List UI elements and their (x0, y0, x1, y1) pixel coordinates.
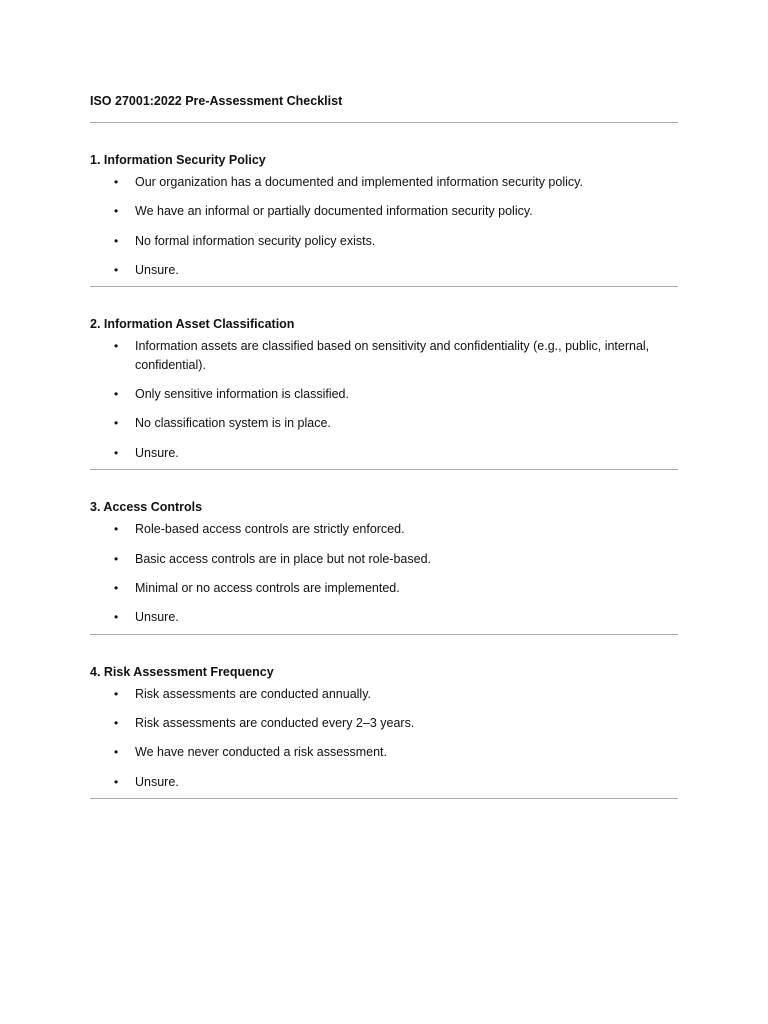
option-text: Unsure. (135, 774, 179, 789)
option-text: Basic access controls are in place but not role-based. (135, 551, 431, 566)
bullet-icon: • (114, 580, 119, 595)
list-item (90, 173, 678, 192)
bullet-icon: • (114, 686, 119, 701)
bullet-icon: • (114, 339, 119, 354)
bullet-icon: • (114, 610, 119, 625)
list-item (90, 337, 678, 374)
option-text: We have never conducted a risk assessment. (135, 745, 387, 760)
section-heading: 3. Access Controls (90, 500, 203, 515)
bullet-icon: • (114, 522, 119, 537)
section-information-asset-classification (90, 287, 678, 469)
list-item (90, 608, 678, 627)
bullet-icon: • (114, 745, 119, 760)
bullet-icon: • (114, 204, 119, 219)
list-item (90, 232, 678, 251)
list-item (90, 385, 678, 404)
list-item (90, 579, 678, 598)
option-text: No formal information security policy exists. (135, 233, 376, 248)
option-text: We have an informal or partially documented information security policy. (135, 204, 533, 219)
option-text: Risk assessments are conducted every 2–3 years. (135, 715, 415, 730)
document-title: ISO 27001:2022 Pre-Assessment Checklist (90, 94, 343, 108)
option-text: Only sensitive information is classified. (135, 387, 349, 402)
section-heading: 4. Risk Assessment Frequency (90, 664, 274, 679)
list-item (90, 414, 678, 433)
option-text: Unsure. (135, 610, 179, 625)
list-item (90, 773, 678, 792)
section-heading: 2. Information Asset Classification (90, 317, 295, 332)
document-page (90, 93, 678, 799)
list-item (90, 202, 678, 221)
section-divider (90, 798, 678, 799)
option-text: Information assets are classified based on sensitivity and confidentiality (e.g., public, internal, confidential). (135, 339, 650, 372)
list-item (90, 714, 678, 733)
option-text: Our organization has a documented and implemented information security policy. (135, 175, 583, 189)
list-item (90, 685, 678, 704)
option-text: Minimal or no access controls are implemented. (135, 580, 400, 595)
section-risk-assessment-frequency (90, 635, 678, 798)
list-item (90, 261, 678, 280)
bullet-icon: • (114, 551, 119, 566)
bullet-icon: • (114, 262, 119, 277)
section-information-security-policy (90, 123, 678, 286)
option-list (90, 173, 678, 286)
bullet-icon: • (114, 774, 119, 789)
list-item (90, 520, 678, 539)
option-list (90, 337, 678, 469)
option-text: No classification system is in place. (135, 416, 331, 431)
option-text: Role-based access controls are strictly enforced. (135, 522, 405, 537)
option-list (90, 685, 678, 798)
bullet-icon: • (114, 416, 119, 431)
option-text: Risk assessments are conducted annually. (135, 686, 371, 701)
option-text: Unsure. (135, 262, 179, 277)
list-item (90, 444, 678, 463)
bullet-icon: • (114, 175, 119, 189)
bullet-icon: • (114, 387, 119, 402)
option-list (90, 520, 678, 633)
bullet-icon: • (114, 233, 119, 248)
bullet-icon: • (114, 715, 119, 730)
option-text: Unsure. (135, 445, 179, 460)
bullet-icon: • (114, 445, 119, 460)
list-item (90, 550, 678, 569)
list-item (90, 743, 678, 762)
section-access-controls (90, 470, 678, 633)
section-heading: 1. Information Security Policy (90, 153, 266, 167)
